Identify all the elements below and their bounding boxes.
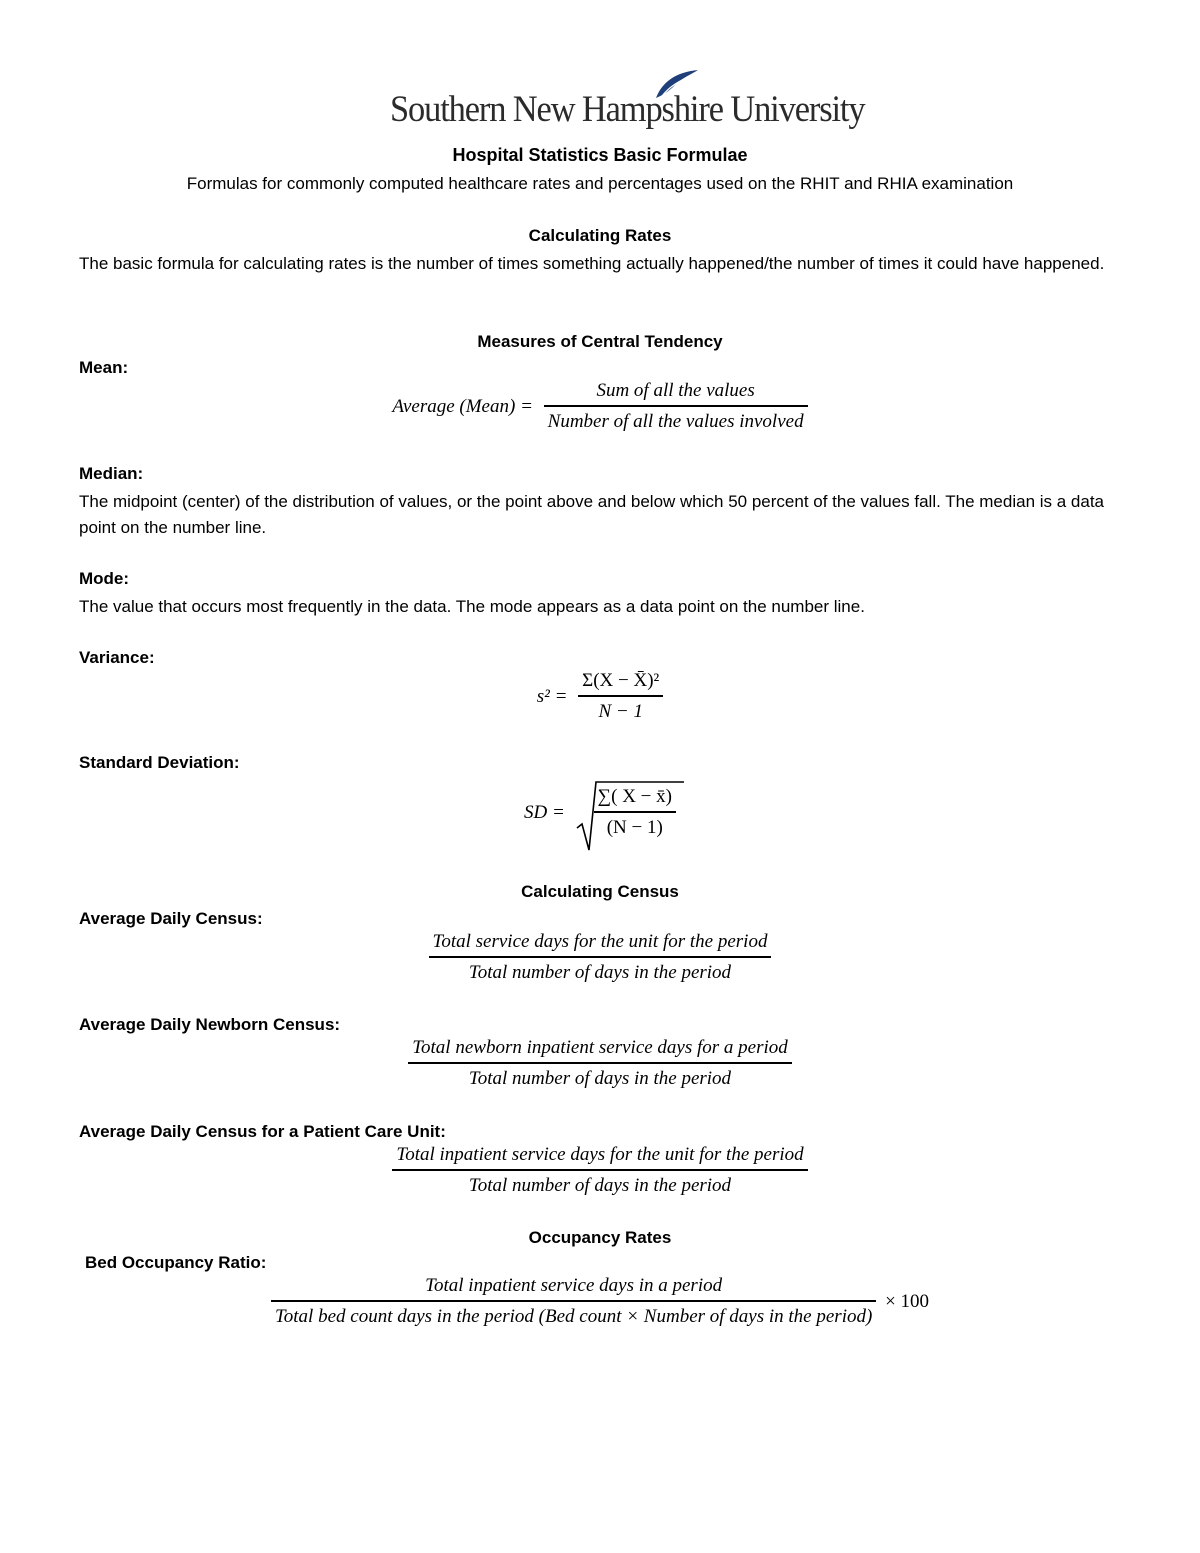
mean-denominator: Number of all the values involved bbox=[547, 411, 804, 432]
heading-calculating-rates: Calculating Rates bbox=[528, 226, 672, 245]
heading-central-tendency: Measures of Central Tendency bbox=[477, 332, 723, 351]
bed-occupancy-denominator: Total bed count days in the period (Bed count × Number of days in the period) bbox=[274, 1306, 873, 1327]
mean-numerator: Sum of all the values bbox=[544, 380, 808, 407]
page-subtitle: Formulas for commonly computed healthcare rates and percentages used on the RHIT and RHIA examination bbox=[186, 174, 1014, 193]
adc-formula bbox=[0, 931, 1200, 984]
university-logo bbox=[390, 68, 865, 138]
sd-numerator: ∑( X − x̄) bbox=[594, 786, 676, 813]
bed-occupancy-multiplier: × 100 bbox=[885, 1290, 930, 1312]
median-label: Median: bbox=[79, 464, 144, 483]
sd-formula-lhs: SD = bbox=[524, 801, 565, 823]
unit-census-denominator: Total number of days in the period bbox=[468, 1175, 732, 1196]
unit-census-formula bbox=[0, 1144, 1200, 1197]
variance-label: Variance: bbox=[79, 648, 155, 667]
bed-occupancy-numerator: Total inpatient service days in a period bbox=[271, 1275, 876, 1302]
bed-occupancy-label: Bed Occupancy Ratio: bbox=[85, 1253, 267, 1272]
sd-label: Standard Deviation: bbox=[79, 753, 240, 772]
mode-description: The value that occurs most frequently in the data. The mode appears as a data point on the number line. bbox=[79, 597, 865, 616]
sd-square-root bbox=[576, 786, 676, 839]
mode-label: Mode: bbox=[79, 569, 130, 588]
adc-label: Average Daily Census: bbox=[79, 909, 263, 928]
unit-census-fraction bbox=[392, 1144, 807, 1197]
mean-formula bbox=[0, 380, 1200, 433]
heading-calculating-census: Calculating Census bbox=[521, 882, 679, 901]
unit-census-numerator: Total inpatient service days for the unit for the period bbox=[392, 1144, 807, 1171]
square-root-icon bbox=[576, 780, 686, 856]
adc-denominator: Total number of days in the period bbox=[468, 962, 732, 983]
logo-text: Southern New Hampshire University bbox=[390, 89, 865, 130]
variance-denominator: N − 1 bbox=[598, 701, 643, 722]
sd-formula bbox=[0, 786, 1200, 839]
heading-occupancy-rates: Occupancy Rates bbox=[528, 1228, 672, 1247]
page-title: Hospital Statistics Basic Formulae bbox=[452, 145, 748, 165]
variance-numerator: Σ(X − X̄)² bbox=[578, 670, 663, 697]
newborn-census-denominator: Total number of days in the period bbox=[468, 1068, 732, 1089]
adc-fraction bbox=[429, 931, 772, 984]
mean-label: Mean: bbox=[79, 358, 129, 377]
newborn-census-formula bbox=[0, 1037, 1200, 1090]
newborn-census-numerator: Total newborn inpatient service days for a period bbox=[408, 1037, 792, 1064]
bed-occupancy-fraction bbox=[271, 1275, 876, 1328]
median-description: The midpoint (center) of the distribution of values, or the point above and below which 50 percent of the values fall. The median is a data point on the number line. bbox=[79, 492, 1105, 537]
mean-fraction bbox=[544, 380, 808, 433]
adc-numerator: Total service days for the unit for the period bbox=[429, 931, 772, 958]
newborn-census-label: Average Daily Newborn Census: bbox=[79, 1015, 341, 1034]
rates-description: The basic formula for calculating rates is the number of times something actually happened/the number of times it could have happened. bbox=[79, 254, 1105, 273]
variance-formula bbox=[0, 670, 1200, 723]
bed-occupancy-formula bbox=[0, 1275, 1200, 1328]
newborn-census-fraction bbox=[408, 1037, 792, 1090]
variance-formula-lhs: s² = bbox=[536, 685, 568, 707]
sd-denominator: (N − 1) bbox=[606, 817, 663, 838]
unit-census-label: Average Daily Census for a Patient Care Unit: bbox=[79, 1122, 446, 1141]
mean-formula-lhs: Average (Mean) = bbox=[392, 395, 533, 417]
variance-fraction bbox=[578, 670, 663, 723]
